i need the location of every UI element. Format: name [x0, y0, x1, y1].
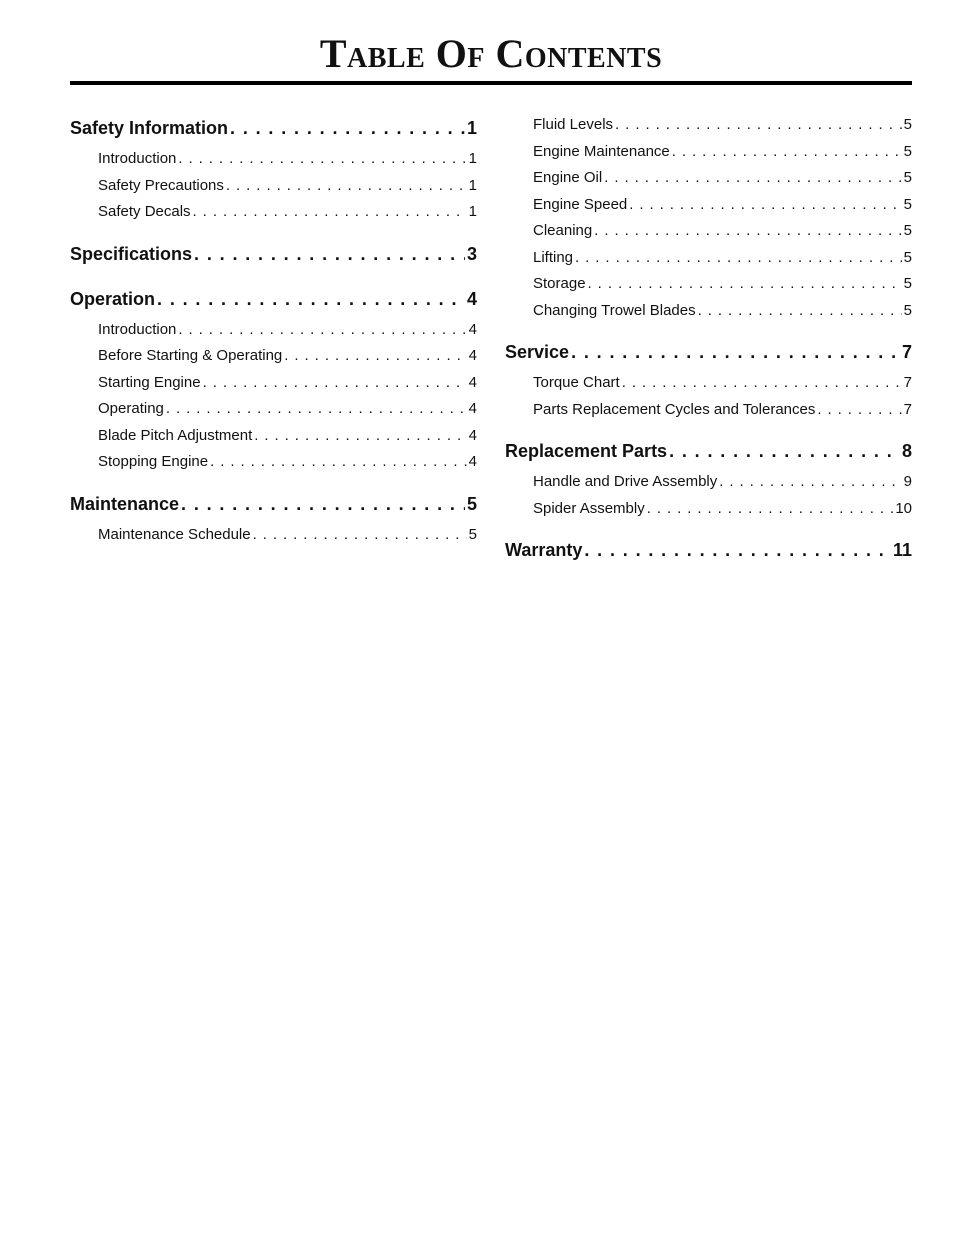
- toc-entry-lifting[interactable]: [505, 245, 912, 272]
- toc-label: Operation: [70, 288, 156, 309]
- toc-page-number: 7: [903, 374, 912, 391]
- toc-page-number: 7: [901, 342, 912, 362]
- dot-leader: [166, 396, 467, 423]
- toc-entry-operating[interactable]: [70, 396, 477, 423]
- toc-section-specifications[interactable]: [70, 238, 477, 271]
- dot-leader: [253, 522, 467, 549]
- dot-leader: [622, 370, 902, 397]
- toc-label: Service: [505, 342, 570, 362]
- toc-label: Operating: [98, 400, 164, 417]
- toc-entry-stopping-engine[interactable]: [70, 449, 477, 476]
- toc-entry-starting-engine[interactable]: [70, 370, 477, 397]
- dot-leader: [226, 173, 467, 200]
- toc-page-number: 10: [895, 499, 912, 517]
- toc-entry-changing-trowel-blades[interactable]: [505, 298, 912, 325]
- toc-entry-torque-chart[interactable]: [505, 370, 912, 397]
- toc-entry-cleaning[interactable]: [505, 218, 912, 245]
- toc-entry-blade-pitch-adjustment[interactable]: [70, 423, 477, 450]
- toc-entry-introduction[interactable]: [70, 317, 477, 344]
- dot-leader: [575, 245, 902, 272]
- toc-label: Torque Chart: [533, 374, 620, 391]
- toc-label: Safety Decals: [98, 203, 191, 220]
- toc-label: Safety Information: [70, 118, 229, 138]
- toc-page-number: 4: [466, 288, 477, 309]
- toc-label: Introduction: [98, 320, 177, 338]
- dot-leader: [230, 112, 465, 145]
- toc-entry-safety-decals[interactable]: [70, 199, 477, 226]
- toc-label: Stopping Engine: [98, 453, 209, 470]
- toc-label: Cleaning: [533, 222, 593, 239]
- section-spacer: [70, 271, 477, 283]
- toc-page-number: 9: [903, 473, 912, 490]
- toc-page-number: 5: [903, 116, 912, 133]
- toc-entry-spider-assembly[interactable]: [505, 496, 912, 523]
- toc-label: Lifting: [533, 248, 574, 266]
- dot-leader: [178, 146, 466, 173]
- toc-label: Spider Assembly: [533, 499, 645, 517]
- dot-leader: [157, 283, 465, 316]
- toc-page-number: 5: [903, 222, 912, 239]
- dot-leader: [178, 317, 466, 344]
- toc-label: Safety Precautions: [98, 176, 224, 194]
- toc-label: Storage: [533, 275, 586, 292]
- toc-section-maintenance[interactable]: [70, 488, 477, 521]
- toc-entry-handle-and-drive-assembly[interactable]: [505, 469, 912, 496]
- toc-label: Introduction: [98, 150, 177, 167]
- toc-page-number: 5: [903, 195, 912, 213]
- toc-label: Specifications: [70, 243, 193, 264]
- page-title: Table Of Contents: [319, 31, 663, 76]
- section-spacer: [505, 522, 912, 534]
- toc-section-operation[interactable]: [70, 283, 477, 316]
- toc-label: Parts Replacement Cycles and Tolerances: [533, 400, 816, 418]
- dot-leader: [254, 423, 466, 450]
- toc-page-number: 5: [468, 525, 477, 543]
- toc-label: Maintenance: [70, 493, 180, 514]
- dot-leader: [203, 370, 467, 397]
- section-spacer: [70, 476, 477, 488]
- toc-page-number: 5: [903, 275, 912, 292]
- toc-page-number: 1: [468, 150, 477, 167]
- toc-page-number: 5: [903, 248, 912, 266]
- toc-label: Starting Engine: [98, 373, 201, 391]
- toc-entry-before-starting-and-operating[interactable]: [70, 343, 477, 370]
- dot-leader: [571, 336, 900, 369]
- dot-leader: [698, 298, 902, 325]
- toc-section-warranty[interactable]: [505, 534, 912, 567]
- toc-entry-safety-precautions[interactable]: [70, 173, 477, 200]
- dot-leader: [719, 469, 901, 496]
- toc-page-number: 1: [466, 118, 477, 138]
- toc-right-column: [505, 112, 912, 567]
- toc-page-number: 4: [468, 453, 477, 470]
- toc-label: Before Starting & Operating: [98, 347, 283, 364]
- toc-entry-maintenance-schedule[interactable]: [70, 522, 477, 549]
- toc-page-number: 4: [468, 426, 477, 444]
- toc-page-number: 4: [468, 320, 477, 338]
- toc-label: Warranty: [505, 540, 583, 560]
- dot-leader: [604, 165, 901, 192]
- dot-leader: [181, 488, 465, 521]
- toc-entry-storage[interactable]: [505, 271, 912, 298]
- dot-leader: [629, 192, 901, 219]
- toc-page-number: 5: [903, 142, 912, 160]
- dot-leader: [594, 218, 901, 245]
- dot-leader: [615, 112, 902, 139]
- toc-page-number: 3: [466, 243, 477, 264]
- dot-leader: [194, 238, 465, 271]
- dot-leader: [817, 397, 901, 424]
- toc-entry-engine-oil[interactable]: [505, 165, 912, 192]
- toc-page-number: 5: [903, 169, 912, 186]
- dot-leader: [210, 449, 467, 476]
- section-spacer: [505, 423, 912, 435]
- dot-leader: [193, 199, 467, 226]
- dot-leader: [284, 343, 466, 370]
- toc-page-number: 5: [466, 493, 477, 514]
- toc-label: Engine Oil: [533, 169, 603, 186]
- toc-entry-engine-speed[interactable]: [505, 192, 912, 219]
- section-spacer: [505, 324, 912, 336]
- title-rule: [70, 81, 912, 85]
- toc-label: Replacement Parts: [505, 441, 668, 461]
- toc-entry-parts-replacement-cycles-and-tolerances[interactable]: [505, 397, 912, 424]
- toc-page-number: 4: [468, 373, 477, 391]
- toc-page-number: 4: [468, 347, 477, 364]
- toc-page-number: 8: [901, 441, 912, 461]
- toc-page-number: 1: [468, 203, 477, 220]
- toc-page-number: 4: [468, 400, 477, 417]
- dot-leader: [584, 534, 891, 567]
- toc-entry-fluid-levels[interactable]: [505, 112, 912, 139]
- toc-left-column: [70, 112, 477, 548]
- toc-section-service[interactable]: [505, 336, 912, 369]
- section-spacer: [70, 226, 477, 238]
- dot-leader: [588, 271, 902, 298]
- toc-label: Maintenance Schedule: [98, 525, 251, 543]
- toc-page-number: 1: [468, 176, 477, 194]
- toc-section-replacement-parts[interactable]: [505, 435, 912, 468]
- toc-label: Fluid Levels: [533, 116, 614, 133]
- toc-entry-introduction[interactable]: [70, 146, 477, 173]
- toc-label: Engine Maintenance: [533, 142, 670, 160]
- toc-page-number: 5: [903, 301, 912, 319]
- dot-leader: [669, 435, 900, 468]
- dot-leader: [647, 496, 894, 523]
- toc-label: Engine Speed: [533, 195, 628, 213]
- toc-label: Handle and Drive Assembly: [533, 473, 718, 490]
- dot-leader: [672, 139, 902, 166]
- toc-section-safety-information[interactable]: [70, 112, 477, 145]
- toc-entry-engine-maintenance[interactable]: [505, 139, 912, 166]
- toc-page-number: 7: [903, 400, 912, 418]
- toc-label: Changing Trowel Blades: [533, 301, 696, 319]
- toc-label: Blade Pitch Adjustment: [98, 426, 253, 444]
- toc-page-number: 11: [892, 540, 912, 560]
